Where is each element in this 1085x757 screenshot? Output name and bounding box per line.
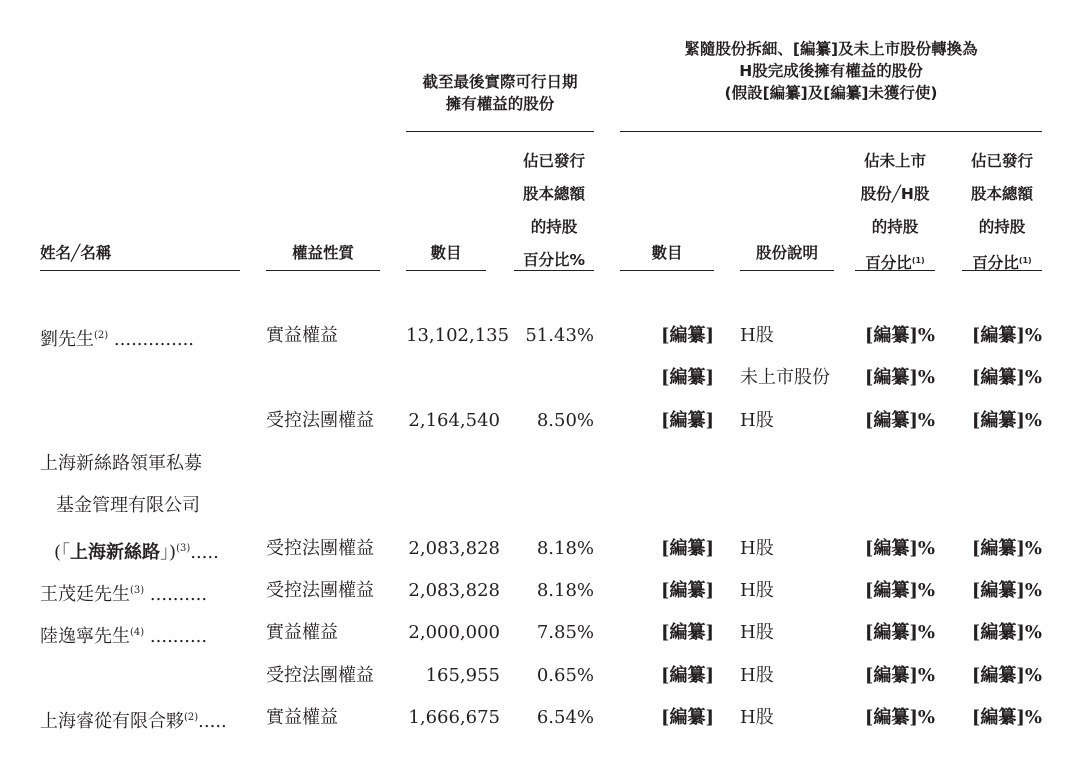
share-percentage: 8.18% [536,580,594,601]
redacted-number: [編纂] [660,707,714,728]
share-description: H股 [740,580,774,601]
group-rule-right [620,131,1042,132]
name-text: 王茂廷先生 [40,584,130,605]
header-rule [620,270,714,271]
table-row-name: 上海新絲路領軍私募 [40,453,202,474]
header-line: 股本總額 [522,185,585,203]
interest-nature: 受控法團權益 [266,665,374,686]
redacted-number: [編纂] [660,580,714,601]
share-number: 2,164,540 [408,410,500,431]
col-header-percentage [514,145,594,277]
name-text: 上海睿從有限合夥 [40,711,184,732]
interest-nature: 受控法團權益 [266,580,374,601]
share-percentage: 8.50% [536,410,594,431]
redacted-percentage: [編纂]% [971,325,1042,346]
header-rule [266,270,380,271]
header-rule [40,270,240,271]
header-line: 股本總額 [970,185,1033,203]
redacted-percentage: [編纂]% [864,410,935,431]
table-row-name: 基金管理有限公司 [56,495,200,516]
name-text: 陸逸寧先生 [40,626,130,647]
leader-dots: ..... [190,542,219,563]
redacted-percentage: [編纂]% [971,410,1042,431]
table-row-name [40,707,227,733]
leader-dots: ..... [198,711,227,732]
col-header-number: 數目 [430,244,462,262]
interest-nature: 受控法團權益 [266,538,374,559]
header-line: 佔已發行 [522,152,585,170]
header-line [855,244,935,280]
share-number: 2,000,000 [408,622,500,643]
name-text: 上海新絲路 [70,542,161,563]
header-line: 佔已發行 [970,152,1033,170]
share-percentage: 51.43% [525,325,594,346]
note-ref: (3) [130,585,145,596]
col-header-pct-total [962,145,1042,280]
table-row-name [40,580,207,606]
redacted-percentage: [編纂]% [971,665,1042,686]
col-header-share-desc: 股份說明 [755,244,818,262]
header-rule [740,270,834,271]
redacted-percentage: [編纂]% [864,325,935,346]
leader-dots: .............. [113,329,195,350]
redacted-percentage: [編纂]% [864,707,935,728]
header-line: 的持股 [978,218,1026,236]
share-percentage: 6.54% [536,707,594,728]
redacted-percentage: [編纂]% [971,538,1042,559]
note-ref: (2) [94,330,109,341]
header-line: 的持股 [871,218,919,236]
interest-nature: 受控法團權益 [266,410,374,431]
header-rule [855,270,935,271]
header-rule [514,270,594,271]
header-text: 百分比 [865,254,912,272]
share-description: 未上市股份 [740,367,830,388]
share-number: 2,083,828 [408,580,500,601]
table-row-name [40,325,194,351]
share-number: 2,083,828 [408,538,500,559]
leader-dots: .......... [149,584,208,605]
header-line: 佔未上市 [863,152,926,170]
header-line: 的持股 [530,218,578,236]
interest-nature: 實益權益 [266,707,338,728]
share-description: H股 [740,707,774,728]
redacted-percentage: [編纂]% [864,367,935,388]
share-number: 1,666,675 [408,707,500,728]
header-rule [406,270,486,271]
name-text: (「 [54,542,71,563]
table-row-name [54,538,219,564]
name-text: 劉先生 [40,329,94,350]
interest-nature: 實益權益 [266,325,338,346]
share-description: H股 [740,665,774,686]
share-description: H股 [740,325,774,346]
note-ref: (2) [184,712,199,723]
redacted-number: [編纂] [660,665,714,686]
redacted-percentage: [編纂]% [971,622,1042,643]
redacted-percentage: [編纂]% [971,707,1042,728]
redacted-number: [編纂] [660,538,714,559]
note-ref: (3) [176,543,191,554]
header-line: (假設[編纂]及[編纂]未獲行使) [724,84,938,102]
note-ref: (1) [911,256,925,265]
redacted-percentage: [編纂]% [971,367,1042,388]
redacted-percentage: [編纂]% [864,538,935,559]
note-ref: (1) [1018,256,1032,265]
redacted-percentage: [編纂]% [864,580,935,601]
note-ref: (4) [130,627,145,638]
header-line: 擁有權益的股份 [445,95,555,113]
redacted-percentage: [編纂]% [971,580,1042,601]
leader-dots: .......... [149,626,208,647]
header-line: 百分比% [522,251,586,269]
share-number: 165,955 [425,665,500,686]
header-rule [962,270,1042,271]
header-line: 緊隨股份拆細、[編纂]及未上市股份轉換為 [684,40,978,58]
header-line: 股份╱H股 [860,185,930,203]
share-percentage: 8.18% [536,538,594,559]
redacted-percentage: [編纂]% [864,622,935,643]
col-header-nature: 權益性質 [291,244,354,262]
redacted-number: [編纂] [660,367,714,388]
col-header-name: 姓名╱名稱 [40,244,112,262]
header-line: H股完成後擁有權益的股份 [739,62,923,80]
share-number: 13,102,135 [406,325,510,346]
table-row-name [40,622,207,648]
header-after-conversion [620,38,1042,104]
name-text: 」) [160,542,177,563]
redacted-number: [編纂] [660,410,714,431]
redacted-percentage: [編纂]% [864,665,935,686]
header-line: 截至最後實際可行日期 [422,73,578,91]
interest-nature: 實益權益 [266,622,338,643]
share-percentage: 7.85% [536,622,594,643]
col-header-number-after: 數目 [651,244,683,262]
share-percentage: 0.65% [536,665,594,686]
redacted-number: [編纂] [660,622,714,643]
share-description: H股 [740,538,774,559]
group-rule-left [406,131,594,132]
share-description: H股 [740,622,774,643]
header-line [962,244,1042,280]
col-header-pct-unlisted [855,145,935,280]
header-text: 百分比 [972,254,1019,272]
header-as-at-latest-date [406,71,594,115]
share-description: H股 [740,410,774,431]
redacted-number: [編纂] [660,325,714,346]
